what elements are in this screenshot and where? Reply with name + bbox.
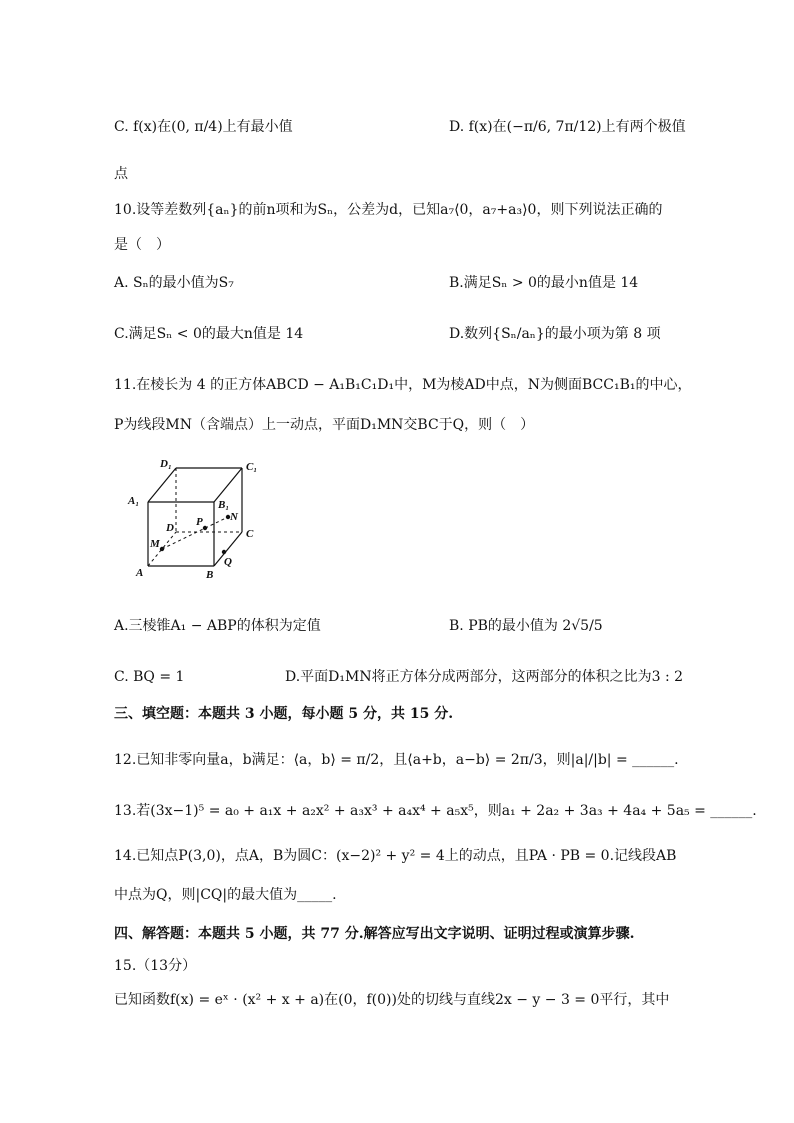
q10-option-a: A. Sₙ的最小值为S₇ — [114, 275, 234, 291]
q13-line: 13.若(3x−1)⁵ = a₀ + a₁x + a₂x² + a₃x³ + a₄x⁴ + a₅x⁵，则a₁ + 2a₂ + 3a₃ + 4a₄ + 5a₅ = ______. — [114, 803, 757, 819]
q15-heading: 15.（13分） — [114, 958, 197, 974]
q9-option-d: D. f(x)在(−π/6, 7π/12)上有两个极值 — [449, 119, 686, 135]
q9-option-d-continuation: 点 — [114, 166, 128, 182]
q11-stem-line-1: 11.在棱长为 4 的正方体ABCD − A₁B₁C₁D₁中，M为棱AD中点，N为侧面BCC₁B₁的中心， — [114, 377, 692, 393]
cube-diagram — [120, 452, 280, 584]
label-d: D — [166, 522, 174, 534]
label-a1: A₁ — [128, 495, 140, 507]
label-a: A — [136, 567, 144, 579]
label-m: M — [150, 538, 160, 550]
q10-stem-line-1: 10.设等差数列{aₙ}的前n项和为Sₙ，公差为d，已知a₇⟨0，a₇+a₃⟩0，则下列说法正确的 — [114, 202, 663, 218]
section-3-heading: 三、填空题：本题共 3 小题，每小题 5 分，共 15 分. — [114, 706, 454, 722]
label-d1: D₁ — [160, 458, 172, 470]
q12-line: 12.已知非零向量a，b满足：⟨a，b⟩ = π/2，且⟨a+b，a−b⟩ = 2π/3，则|a|/|b| = ______. — [114, 752, 679, 768]
q10-option-c: C.满足Sₙ < 0的最大n值是 14 — [114, 326, 304, 342]
label-c: C — [246, 528, 254, 540]
label-b: B — [206, 569, 214, 581]
q15-line-1: 已知函数f(x) = eˣ · (x² + x + a)在(0，f(0))处的切线与直线2x − y − 3 = 0平行，其中 — [114, 992, 670, 1008]
cube-figure — [120, 452, 280, 584]
q9-option-c: C. f(x)在(0, π/4)上有最小值 — [114, 119, 293, 135]
label-b1: B₁ — [218, 499, 230, 511]
label-c1: C₁ — [246, 461, 258, 473]
q10-option-d: D.数列{Sₙ/aₙ}的最小项为第 8 项 — [449, 326, 661, 342]
label-q: Q — [224, 556, 232, 568]
section-4-heading: 四、解答题：本题共 5 小题，共 77 分.解答应写出文字说明、证明过程或演算步骤. — [114, 926, 635, 942]
label-p: P — [196, 516, 203, 528]
q11-option-a: A.三棱锥A₁ − ABP的体积为定值 — [114, 618, 321, 634]
q11-option-d: D.平面D₁MN将正方体分成两部分，这两部分的体积之比为3 : 2 — [285, 669, 684, 685]
q11-option-b: B. PB的最小值为 2√5/5 — [449, 618, 603, 634]
q10-option-b: B.满足Sₙ > 0的最小n值是 14 — [449, 275, 639, 291]
label-n: N — [230, 511, 238, 523]
q11-option-c: C. BQ = 1 — [114, 669, 185, 685]
q14-line-1: 14.已知点P(3,0)，点A，B为圆C：(x−2)² + y² = 4上的动点，且PA · PB = 0.记线段AB — [114, 848, 677, 864]
q10-stem-line-2: 是（ ） — [114, 237, 170, 253]
q11-stem-line-2: P为线段MN（含端点）上一动点，平面D₁MN交BC于Q，则（ ） — [114, 417, 535, 433]
q14-line-2: 中点为Q，则|CQ|的最大值为_____. — [114, 887, 337, 903]
